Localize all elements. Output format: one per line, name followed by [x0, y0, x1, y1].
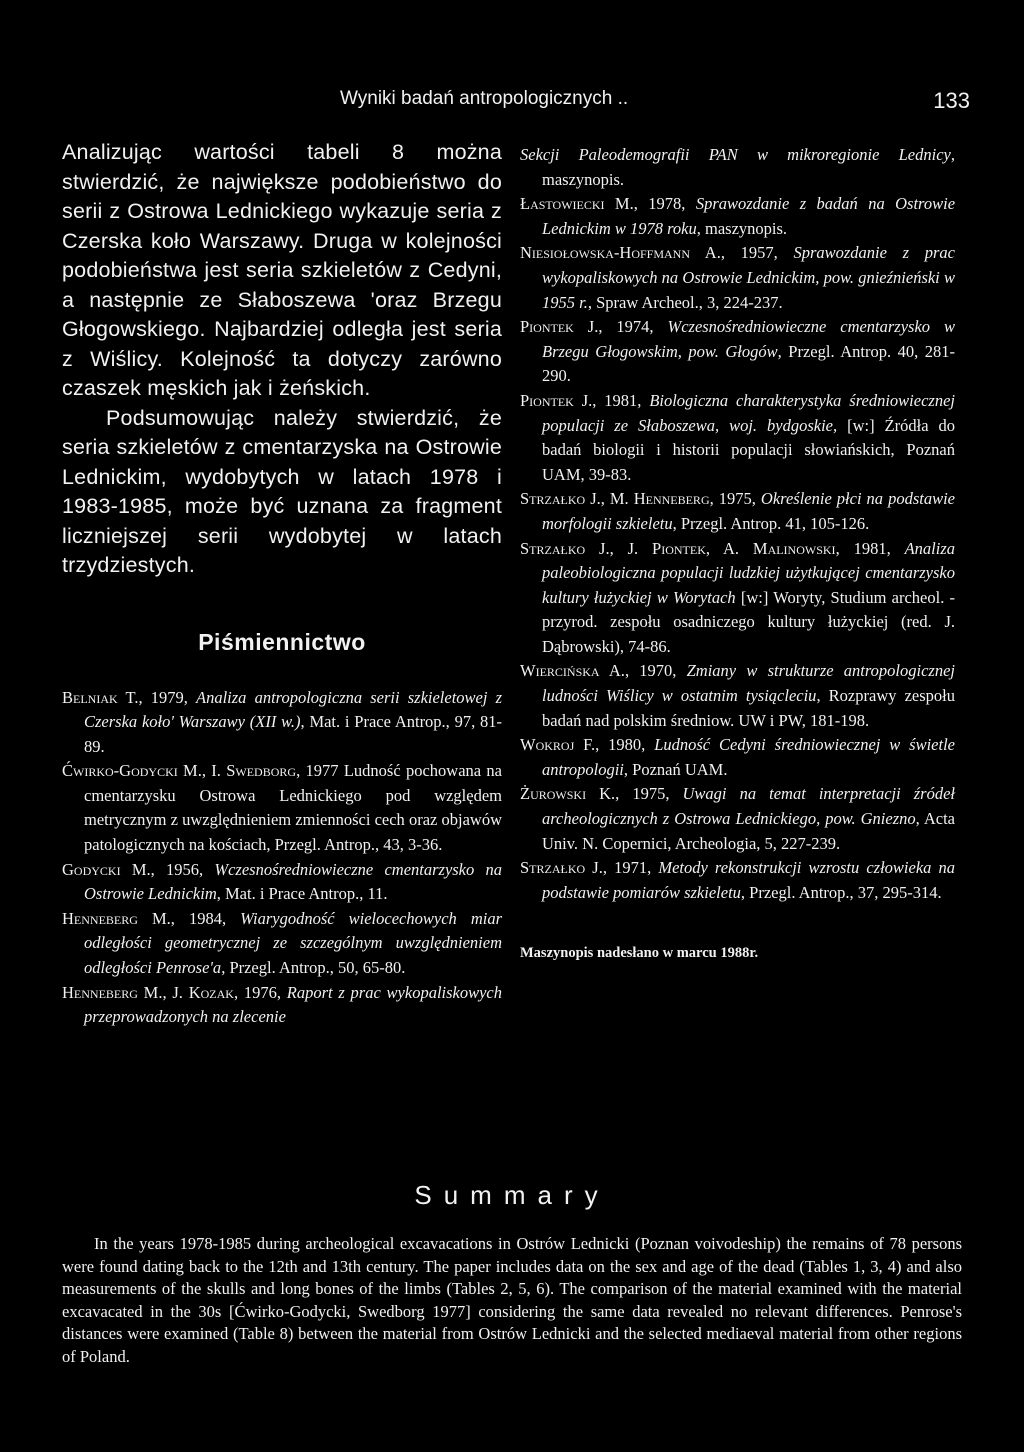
reference-item: Henneberg M., 1984, Wiarygodność wielocechowych miar odległości geometrycznej ze szczególnym uwzględnieniem odległości Penrose'a, Przegl. Antrop., 50, 65-80. — [62, 908, 503, 978]
running-title: Wyniki badań antropologicznych .. — [340, 88, 629, 109]
right-column — [520, 143, 955, 962]
paragraph-analysis: Analizując wartości tabeli 8 można stwierdzić, że największe podobieństwo do serii z Ostrowa Lednickiego wykazuje seria z Czerska koło Warszawy. Druga w kolejności podobieństwa jest seria szkieletów z Cedyni, a następnie ze Słaboszewa 'oraz Brzegu Głogowskiego. Najbardziej odległa jest seria z Wiślicy. Kolejność ta dotyczy zarówno czaszek męskich jak i żeńskich. — [62, 140, 502, 400]
references-right — [520, 143, 955, 905]
reference-item: Godycki M., 1956, Wczesnośredniowieczne cmentarzysko na Ostrowie Lednickim, Mat. i Prace Antrop., 11. — [62, 859, 502, 904]
reference-item: Piontek J., 1981, Biologiczna charakterystyka średniowiecznej populacji ze Słaboszewa, woj. bydgoskie, [w:] Źródła do badań biologii i historii populacji słowiańskich, Poznań UAM, 39-83. — [520, 390, 955, 484]
reference-item: Łastowiecki M., 1978, Sprawozdanie z badań na Ostrowie Lednickim w 1978 roku, maszynopis. — [520, 194, 956, 238]
left-column — [62, 138, 502, 1030]
summary-title: Summary — [414, 1180, 610, 1210]
reference-item: Wiercińska A., 1970, Zmiany w strukturze antropologicznej ludności Wiślicy w ostatnim tysiącleciu, Rozprawy zespołu badań nad polskim średniow. UW i PW, 181-198. — [520, 661, 956, 730]
page-number: 133 — [933, 88, 970, 113]
reference-item: Sekcji Paleodemografii PAN w mikroregionie Lednicy, maszynopis. — [520, 145, 955, 189]
reference-item: Strzałko J., 1971, Metody rekonstrukcji wzrostu człowieka na podstawie pomiarów szkieletu, Przegl. Antrop., 37, 295-314. — [520, 858, 956, 902]
summary-text: In the years 1978-1985 during archeological excavacations in Ostrów Lednicki (Poznan voivodeship) the remains of 78 persons were found dating back to the 12th and 13th century. The paper includes data on the sex and age of the dead (Tables 1, 3, 4) and also measurements of the skulls and long bones of the limbs (Tables 2, 5, 6). The comparison of the material examined with the material excavacated in the 30s [Ćwirko-Godycki, Swedborg 1977] considering the same data revealed no relevant differences. Penrose's distances were examined (Table 8) between the material from Ostrów Lednicki and the selected mediaeval material from other regions of Poland. — [62, 1234, 962, 1366]
reference-item: Niesiołowska-Hoffmann A., 1957, Sprawozdanie z prac wykopaliskowych na Ostrowie Lednickim, pow. gnieźnieński w 1955 r., Spraw Archeol., 3, 224-237. — [520, 243, 955, 312]
reference-item: Wokroj F., 1980, Ludność Cedyni średniowiecznej w świetle antropologii, Poznań UAM. — [520, 735, 956, 779]
reference-item: Piontek J., 1974, Wczesnośredniowieczne cmentarzysko w Brzegu Głogowskim, pow. Głogów, Przegl. Antrop. 40, 281-290. — [520, 317, 956, 386]
reference-item: Żurowski K., 1975, Uwagi na temat interpretacji źródeł archeologicznych z Ostrowa Lednickiego, pow. Gniezno, Acta Univ. N. Copernici, Archeologia, 5, 227-239. — [520, 784, 955, 853]
reference-item: Belniak T., 1979, Analiza antropologiczna serii szkieletowej z Czerska koło' Warszawy (XII w.), Mat. i Prace Antrop., 97, 81-89. — [62, 687, 503, 756]
reference-item: Strzałko J., J. Piontek, A. Malinowski, 1981, Analiza paleobiologiczna populacji ludzkiej użytkującej cmentarzysko kultury łużyckiej w Worytach [w:] Woryty, Studium archeol. -przyrod. zespołu osadniczego kultury łużyckiej (red. J. Dąbrowski), 74-86. — [520, 538, 956, 656]
manuscript-note: Maszynopis nadesłano w marcu 1988r. — [520, 945, 759, 962]
reference-item: Henneberg M., J. Kozak, 1976, Raport z prac wykopaliskowych przeprowadzonych na zlecenie — [62, 982, 503, 1027]
reference-item: Strzałko J., M. Henneberg, 1975, Określenie płci na podstawie morfologii szkieletu, Przegl. Antrop. 41, 105-126. — [520, 489, 955, 533]
section-title: Piśmiennictwo — [198, 628, 366, 655]
reference-item: Ćwirko-Godycki M., I. Swedborg, 1977 Ludność pochowana na cmentarzysku Ostrowa Lednickiego pod względem metrycznym z uwzględnieniem zmienności cech oraz objawów patologicznych na kościach, Przegl. Antrop., 43, 3-36. — [62, 761, 502, 855]
paragraph-conclusion: Podsumowując należy stwierdzić, że seria szkieletów z cmentarzyska na Ostrowie Lednickim, wydobytych w latach 1978 i 1983-1985, może być uznana za fragment liczniejszej serii wydobytej w latach trzydziestych. — [62, 405, 502, 577]
references-left — [62, 686, 502, 1030]
